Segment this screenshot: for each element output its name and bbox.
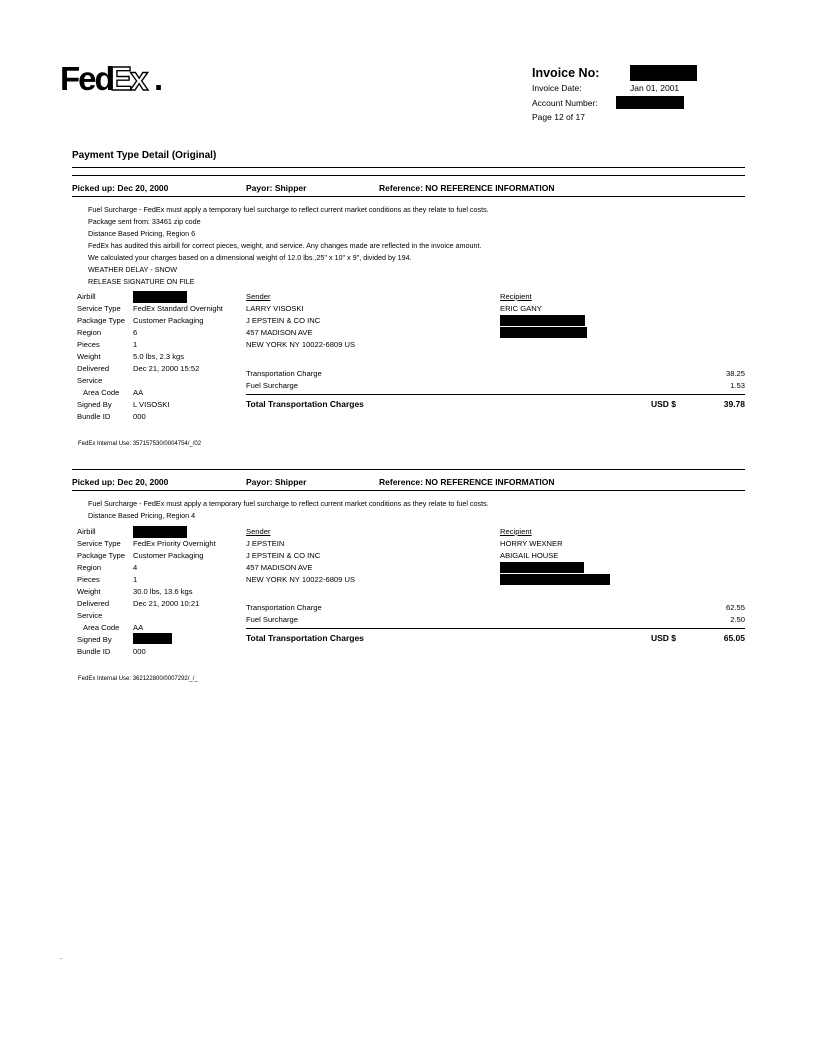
redacted-recipient-line xyxy=(500,315,585,326)
transport-charge-amount: 38.25 xyxy=(725,369,745,378)
region-label: Region xyxy=(77,563,102,572)
bundle-id-value: 000 xyxy=(133,412,146,421)
sender-line: 457 MADISON AVE xyxy=(246,563,313,572)
transport-charge-label: Transportation Charge xyxy=(246,603,322,612)
total-amount: 65.05 xyxy=(723,633,745,643)
service-type-label: Service Type xyxy=(77,304,121,313)
service-type-value: FedEx Standard Overnight xyxy=(133,304,223,313)
recipient-line: ABIGAIL HOUSE xyxy=(500,551,559,560)
redacted-airbill xyxy=(133,291,187,303)
pieces-label: Pieces xyxy=(77,340,100,349)
section-title: Payment Type Detail (Original) xyxy=(72,150,217,161)
logo-dot: . xyxy=(154,60,164,96)
invoice-date-value: Jan 01, 2001 xyxy=(630,83,680,93)
region-label: Region xyxy=(77,328,102,337)
recipient-label: Recipient xyxy=(500,292,532,301)
shipment-2-top-rule xyxy=(72,469,745,470)
pieces-label: Pieces xyxy=(77,575,100,584)
area-code-value: AA xyxy=(133,388,144,397)
note-line: Fuel Surcharge - FedEx must apply a temporary fuel surcharge to reflect current market conditions as they relate to fuel costs. xyxy=(88,205,489,214)
signed-by-label: Signed By xyxy=(77,400,112,409)
redacted-invoice-number xyxy=(630,65,697,81)
redacted-account-number xyxy=(616,96,684,109)
shipment-1-sender xyxy=(246,291,355,351)
service-label: Service xyxy=(77,611,103,620)
shipment-2-notes xyxy=(88,498,489,522)
shipment-1-notes xyxy=(88,204,489,288)
delivered-value: Dec 21, 2000 15:52 xyxy=(133,364,200,373)
logo-fed: Fed xyxy=(60,60,113,96)
invoice-title: Invoice No: xyxy=(532,66,600,80)
sender-label: Sender xyxy=(246,292,271,301)
fuel-surcharge-amount: 2.50 xyxy=(730,615,745,624)
note-line: WEATHER DELAY - SNOW xyxy=(88,265,178,274)
page-indicator: Page 12 of 17 xyxy=(532,112,585,122)
note-line: Distance Based Pricing, Region 6 xyxy=(88,229,196,238)
sender-line: LARRY VISOSKI xyxy=(246,304,304,313)
shipment-2-header-rule xyxy=(72,490,745,491)
fuel-surcharge-amount: 1.53 xyxy=(730,381,745,390)
sender-line: J EPSTEIN xyxy=(246,539,285,548)
recipient-name: ERIC GANY xyxy=(500,304,542,313)
region-value: 6 xyxy=(133,328,138,337)
area-code-value: AA xyxy=(133,623,144,632)
logo-ex: Ex xyxy=(110,60,147,96)
service-label: Service xyxy=(77,376,103,385)
shipment-1-picked-up: Picked up: Dec 20, 2000 xyxy=(72,183,169,193)
sender-label: Sender xyxy=(246,527,271,536)
redacted-recipient-line xyxy=(500,562,584,573)
transport-charge-label: Transportation Charge xyxy=(246,369,322,378)
redacted-recipient-line xyxy=(500,574,610,585)
shipment-1-details xyxy=(77,291,242,423)
weight-label: Weight xyxy=(77,587,101,596)
package-type-value: Customer Packaging xyxy=(133,551,204,560)
fuel-surcharge-label: Fuel Surcharge xyxy=(246,615,298,624)
delivered-label: Delivered xyxy=(77,599,110,608)
pieces-value: 1 xyxy=(133,340,138,349)
airbill-label: Airbill xyxy=(77,527,96,536)
shipment-2-picked-up: Picked up: Dec 20, 2000 xyxy=(72,477,169,487)
section-divider xyxy=(72,167,745,168)
signed-by-label: Signed By xyxy=(77,635,112,644)
note-line: Fuel Surcharge - FedEx must apply a temporary fuel surcharge to reflect current market conditions as they relate to fuel costs. xyxy=(88,499,489,508)
area-code-label: Area Code xyxy=(83,623,120,632)
note-line: FedEx has audited this airbill for correct pieces, weight, and service. Any changes made are reflected in the invoice amount. xyxy=(88,241,482,250)
shipment-2-recipient xyxy=(500,526,563,562)
note-line: Package sent from: 33461 zip code xyxy=(88,217,201,226)
account-number-label: Account Number: xyxy=(532,98,598,108)
package-type-label: Package Type xyxy=(77,551,125,560)
shipment-1-recipient xyxy=(500,291,542,315)
transport-charge-amount: 62.55 xyxy=(725,603,745,612)
bundle-id-label: Bundle ID xyxy=(77,647,111,656)
bundle-id-value: 000 xyxy=(133,647,146,656)
area-code-label: Area Code xyxy=(83,388,120,397)
sender-line: J EPSTEIN & CO INC xyxy=(246,551,321,560)
sender-line: NEW YORK NY 10022-6809 US xyxy=(246,575,356,584)
total-label: Total Transportation Charges xyxy=(246,633,364,643)
delivered-value: Dec 21, 2000 10:21 xyxy=(133,599,200,608)
note-line: We calculated your charges based on a dimensional weight of 12.0 lbs.,25" x 10" x 9", divided by 194. xyxy=(88,253,412,262)
note-line: Distance Based Pricing, Region 4 xyxy=(88,511,196,520)
airbill-label: Airbill xyxy=(77,292,96,301)
charges-rule xyxy=(246,394,745,395)
shipment-2-reference: Reference: NO REFERENCE INFORMATION xyxy=(379,477,555,487)
footer-mark: . xyxy=(60,952,63,961)
total-label: Total Transportation Charges xyxy=(246,399,364,409)
signed-by-value: L VISOSKI xyxy=(133,400,170,409)
weight-value: 5.0 lbs, 2.3 kgs xyxy=(133,352,185,361)
total-amount: 39.78 xyxy=(723,399,745,409)
package-type-label: Package Type xyxy=(77,316,125,325)
sender-line: J EPSTEIN & CO INC xyxy=(246,316,321,325)
invoice-date-label: Invoice Date: xyxy=(532,83,582,93)
recipient-line: HORRY WEXNER xyxy=(500,539,563,548)
note-line: RELEASE SIGNATURE ON FILE xyxy=(88,277,195,286)
shipment-2-payor: Payor: Shipper xyxy=(246,477,307,487)
redacted-recipient-line xyxy=(500,327,587,338)
shipment-1-header-rule xyxy=(72,196,745,197)
service-type-label: Service Type xyxy=(77,539,121,548)
recipient-label: Recipient xyxy=(500,527,532,536)
sender-line: 457 MADISON AVE xyxy=(246,328,313,337)
shipment-2-internal-use: FedEx Internal Use: 362122800/0007292/_/_ xyxy=(78,676,198,682)
sender-line: NEW YORK NY 10022-6809 US xyxy=(246,340,356,349)
shipment-1-internal-use: FedEx Internal Use: 357157530/0004754/_/02 xyxy=(78,441,202,447)
total-currency: USD $ xyxy=(651,399,677,409)
package-type-value: Customer Packaging xyxy=(133,316,204,325)
fuel-surcharge-label: Fuel Surcharge xyxy=(246,381,298,390)
shipment-1-top-rule xyxy=(72,175,745,176)
shipment-2-sender xyxy=(246,526,355,586)
charges-rule xyxy=(246,628,745,629)
redacted-airbill xyxy=(133,526,187,538)
region-value: 4 xyxy=(133,563,138,572)
total-currency: USD $ xyxy=(651,633,677,643)
shipment-1-payor: Payor: Shipper xyxy=(246,183,307,193)
delivered-label: Delivered xyxy=(77,364,110,373)
pieces-value: 1 xyxy=(133,575,138,584)
weight-label: Weight xyxy=(77,352,101,361)
redacted-signed-by xyxy=(133,633,172,644)
bundle-id-label: Bundle ID xyxy=(77,412,111,421)
fedex-logo xyxy=(60,60,164,101)
service-type-value: FedEx Priority Overnight xyxy=(133,539,216,548)
shipment-1-reference: Reference: NO REFERENCE INFORMATION xyxy=(379,183,555,193)
fedex-logo-mark xyxy=(60,60,164,96)
weight-value: 30.0 lbs, 13.6 kgs xyxy=(133,587,193,596)
